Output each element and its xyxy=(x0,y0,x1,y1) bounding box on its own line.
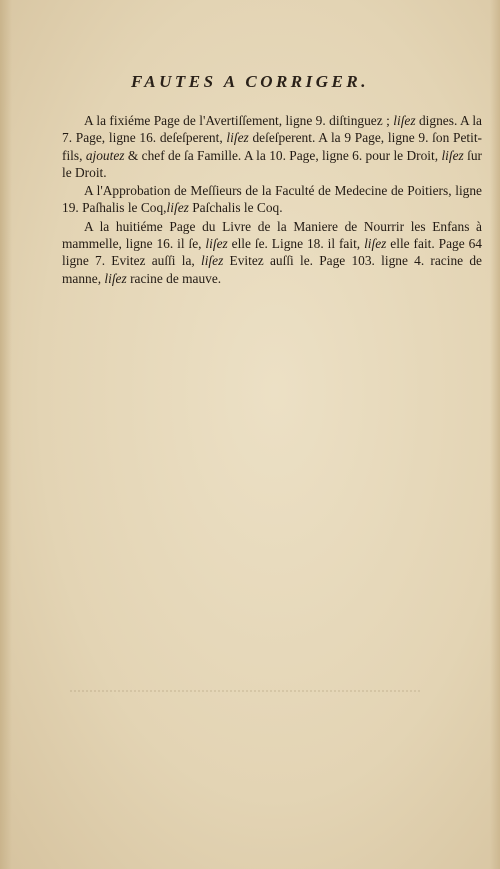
errata-text-run: elle fait. Page 64 ligne 7. Evitez auſſi la, xyxy=(62,236,482,269)
errata-text-run: elle ſe. Ligne 18. il fait, xyxy=(227,236,365,252)
errata-paragraph xyxy=(62,112,482,181)
errata-text-run: A la huitiéme Page du Livre de la Maniere de Nourrir les Enfans à mammelle, ligne 16. il ſe, xyxy=(62,218,482,252)
errata-text-run: Evitez auſſi le. Page 103. ligne 4. racine de manne, xyxy=(62,253,482,286)
errata-correction-word: liſez xyxy=(441,147,464,163)
errata-paragraph xyxy=(62,218,482,287)
errata-paragraph xyxy=(62,182,482,217)
errata-correction-word: liſez xyxy=(364,236,387,252)
errata-text-run: racine de mauve. xyxy=(126,270,222,286)
errata-correction-word: liſez xyxy=(226,130,249,146)
errata-text-run: A la fixiéme Page de l'Avertiſſement, ligne 9. diſtinguez ; xyxy=(84,113,394,128)
errata-correction-word: ajoutez xyxy=(85,147,125,163)
page-edge-shadow-right xyxy=(490,0,500,869)
errata-correction-word: liſez xyxy=(104,270,127,286)
errata-correction-word: liſez xyxy=(166,200,189,216)
errata-correction-word: liſez xyxy=(200,253,224,269)
show-through-rule xyxy=(70,690,420,692)
errata-heading: FAUTES A CORRIGER. xyxy=(131,72,369,91)
errata-body xyxy=(62,112,482,287)
errata-text-run: A l'Approbation de Meſſieurs de la Faculté de Medecine de Poitiers, ligne 19. Paſhalis le Coq, xyxy=(62,183,482,216)
errata-text-run: Paſchalis le Coq. xyxy=(188,200,283,216)
errata-text-run: & chef de ſa Famille. A la 10. Page, ligne 6. pour le Droit, xyxy=(124,147,442,163)
errata-text-run: dignes. A la 7. Page, ligne 16. deſeſperent, xyxy=(62,113,482,146)
errata-text-run: ſur le Droit. xyxy=(62,147,482,180)
errata-correction-word: liſez xyxy=(393,113,416,128)
errata-correction-word: liſez xyxy=(205,236,228,252)
errata-text-run: deſeſperent. A la 9 Page, ligne 9. ſon Petit-fils, xyxy=(62,130,483,163)
page-edge-shadow-left xyxy=(0,0,12,869)
